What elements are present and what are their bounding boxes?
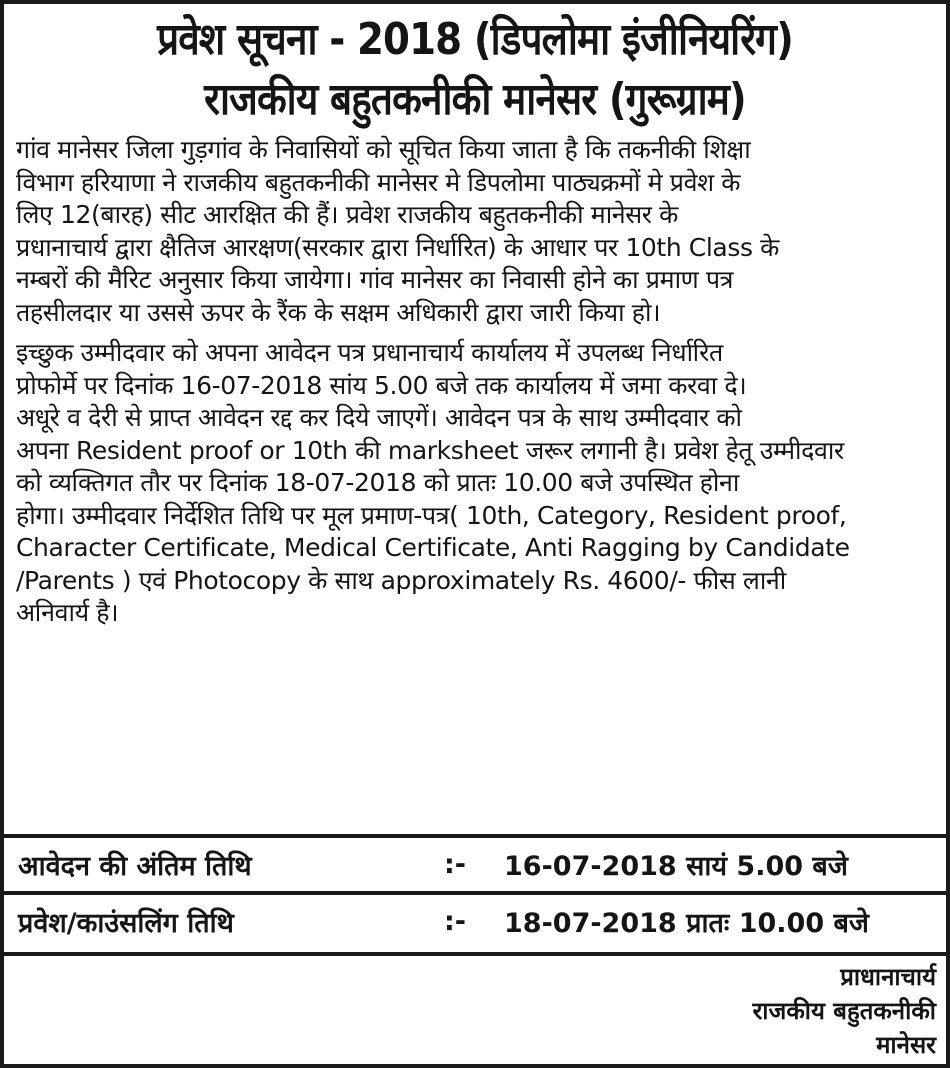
date-row-last-application bbox=[4, 834, 946, 891]
signatory-designation: प्राधानाचार्य bbox=[840, 963, 936, 991]
text-line: नम्बरों की मैरिट अनुसार किया जायेगा। गांव मानेसर का निवासी होने का प्रमाण पत्र bbox=[16, 265, 734, 294]
text-line: अपना Resident proof or 10th की marksheet जरूर लगानी है। प्रवेश हेतू उम्मीदवार bbox=[16, 435, 844, 465]
text-line: को व्यक्तिगत तौर पर दिनांक 18-07-2018 को प्रातः 10.00 बजे उपस्थित होना bbox=[16, 468, 739, 497]
paragraph-eligibility bbox=[16, 134, 936, 329]
date-separator: :- bbox=[444, 906, 467, 937]
text-line: प्रोफोर्मे पर दिनांक 16-07-2018 सांय 5.00 बजे तक कार्यालय में जमा करवा दे। bbox=[16, 370, 747, 400]
text-line: प्रधानाचार्य द्वारा क्षैतिज आरक्षण(सरकार द्वारा निर्धारित) के आधार पर 10th Class के bbox=[16, 232, 779, 262]
date-value: 18-07-2018 प्रातः 10.00 बजे bbox=[504, 908, 869, 939]
text-line: /Parents ) एवं Photocopy के साथ approximately Rs. 4600/- फीस लानी bbox=[16, 565, 786, 595]
notice-title: प्रवेश सूचना - 2018 (डिपलोमा इंजीनियरिंग) bbox=[157, 14, 793, 65]
text-line: होगा। उम्मीदवार निर्देशित तिथि पर मूल प्रमाण-पत्र( 10th, Category, Resident proof, bbox=[16, 500, 847, 530]
institution-title: राजकीय बहुतकनीकी मानेसर (गुरूग्राम) bbox=[204, 74, 746, 125]
text-line: लिए 12(बारह) सीट आरक्षित की हैं। प्रवेश राजकीय बहुतकनीकी मानेसर के bbox=[16, 200, 678, 229]
date-label: प्रवेश/काउंसलिंग तिथि bbox=[18, 908, 234, 939]
important-dates-table bbox=[4, 834, 946, 948]
signatory-place: मानेसर bbox=[876, 1031, 936, 1059]
signatory-institution: राजकीय बहुतकनीकी bbox=[752, 997, 936, 1025]
date-row-counselling bbox=[4, 891, 946, 948]
date-separator: :- bbox=[444, 849, 467, 880]
text-line: अनिवार्य है। bbox=[16, 598, 119, 627]
text-line: Character Certificate, Medical Certificate, Anti Ragging by Candidate bbox=[16, 533, 850, 562]
text-line: गांव मानेसर जिला गुड़गांव के निवासियों को सूचित किया जाता है कि तकनीकी शिक्षा bbox=[16, 135, 751, 164]
text-line: विभाग हरियाणा ने राजकीय बहुतकनीकी मानेसर मे डिपलोमा पाठ्यक्रमों मे प्रवेश के bbox=[16, 167, 741, 197]
notice-header bbox=[4, 4, 946, 130]
text-line: इच्छुक उम्मीदवार को अपना आवेदन पत्र प्रधानाचार्य कार्यालय में उपलब्ध निर्धारित bbox=[16, 338, 723, 367]
text-line: तहसीलदार या उससे ऊपर के रैंक के सक्षम अधिकारी द्वारा जारी किया हो। bbox=[16, 297, 661, 327]
date-value: 16-07-2018 सायं 5.00 बजे bbox=[504, 851, 848, 882]
date-label: आवेदन की अंतिम तिथि bbox=[18, 851, 252, 882]
paragraph-application-process bbox=[16, 337, 936, 630]
signature-block bbox=[4, 952, 946, 1062]
notice-body bbox=[4, 130, 946, 630]
text-line: अधूरे व देरी से प्राप्त आवेदन रद्द कर दिये जाएगें। आवेदन पत्र के साथ उम्मीदवार को bbox=[16, 403, 742, 432]
